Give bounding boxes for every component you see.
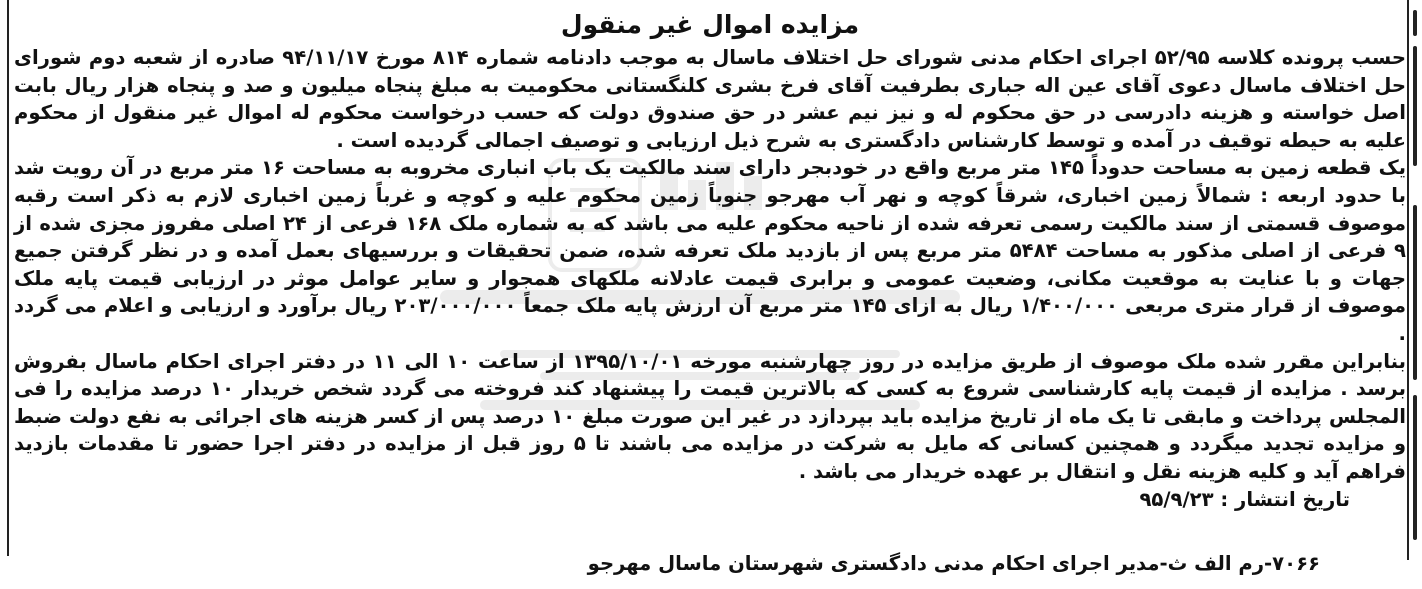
right-edge-mark <box>1413 46 1417 166</box>
publish-date-value: ۹۵/۹/۲۳ <box>1139 487 1214 511</box>
left-border-line <box>7 0 9 556</box>
auction-notice <box>14 6 1406 513</box>
right-edge-mark <box>1413 205 1417 380</box>
notice-title: مزایده اموال غیر منقول <box>560 10 860 39</box>
publish-date-line <box>14 486 1406 514</box>
notice-paragraph-property: یک قطعه زمین به مساحت حدوداً ۱۴۵ متر مربع واقع در خودبجر دارای سند مالکیت یک باب انباری مخروبه به مساحت ۱۶ متر مربع در آن رویت شد با حدود اربعه : شمالاً زمین اخباری، شرقاً کوچه و نهر آب مهرجو جنوباً زمین محکوم علیه و کوچه و غرباً زمین اخباری لازم به ذکر است رقبه موصوف قسمتی از سند مالکیت رسمی تعرفه شده از ناحیه محکوم علیه می باشد که به شماره ملک ۱۶۸ فرعی از ۲۴ اصلی مفروز مجزی شده از ۹ فرعی از اصلی مذکور به مساحت ۵۴۸۴ متر مربع پس از بازدید ملک تعرفه شده، ضمن تحقیقات و بررسیهای بعمل آمده و در نظر گرفتن جمیع جهات و با عنایت به موقعیت مکانی، وضعیت عمومی و برابری قیمت عادلانه ملکهای همجوار و سایر عوامل موثر در ارزیابی قیمت پایه ملک موصوف از قرار متری مربعی ۱/۴۰۰/۰۰۰ ریال به ازای ۱۴۵ متر مربع آن ارزش پایه ملک جمعاً ۲۰۳/۰۰۰/۰۰۰ ریال برآورد و ارزیابی و اعلام می گردد . <box>14 156 1407 345</box>
right-edge-mark <box>1413 10 1417 36</box>
notice-signature: ۷۰۶۶-رم الف ث-مدیر اجرای احکام مدنی دادگستری شهرستان ماسال مهرجو <box>587 552 1320 575</box>
publish-date-label: تاریخ انتشار : <box>1220 487 1350 511</box>
notice-paragraph-case: حسب پرونده کلاسه ۵۲/۹۵ اجرای احکام مدنی شورای حل اختلاف ماسال به موجب دادنامه شماره ۸۱۴ مورخ ۹۴/۱۱/۱۷ صادره از شعبه دوم شورای حل اختلاف ماسال دعوی آقای عین اله جباری بطرفیت آقای فرخ بشری کلنگستانی محکومیت به مبلغ پنجاه میلیون و صد و پنجاه هزار ریال بابت اصل خواسته و هزینه دادرسی در حق محکوم له و نیز نیم عشر در حق صندوق دولت که حسب درخواست محکوم له اموال غیر منقول از محکوم علیه به حیطه توقیف در آمده و توسط کارشناس دادگستری به شرح ذیل ارزیابی و توصیف اجمالی گردیده است . <box>14 46 1406 152</box>
right-edge-mark <box>1413 395 1417 540</box>
notice-paragraph-auction-terms: بنابراین مقرر شده ملک موصوف از طریق مزایده در روز چهارشنبه مورخه ۱۳۹۵/۱۰/۰۱ از ساعت ۱۰ الی ۱۱ در دفتر اجرای احکام ماسال بفروش برسد . مزایده از قیمت پایه کارشناسی شروع به کسی که بالاترین قیمت را پیشنهاد کند فروخته می گردد شخص خریدار ۱۰ درصد مزایده را فی المجلس پرداخت و مابقی تا یک ماه از تاریخ مزایده باید بپردازد در غیر این صورت مبلغ ۱۰ درصد پس از کسر هزینه های اجرائی به نفع دولت ضبط و مزایده تجدید میگردد و همچنین کسانی که مایل به شرکت در مزایده می باشند تا ۵ روز قبل از مزایده در دفتر اجرا حضور تا مقدمات بازدید فراهم آید و کلیه هزینه نقل و انتقال بر عهده خریدار می باشد . <box>14 349 1406 483</box>
right-border-line <box>1407 0 1409 560</box>
